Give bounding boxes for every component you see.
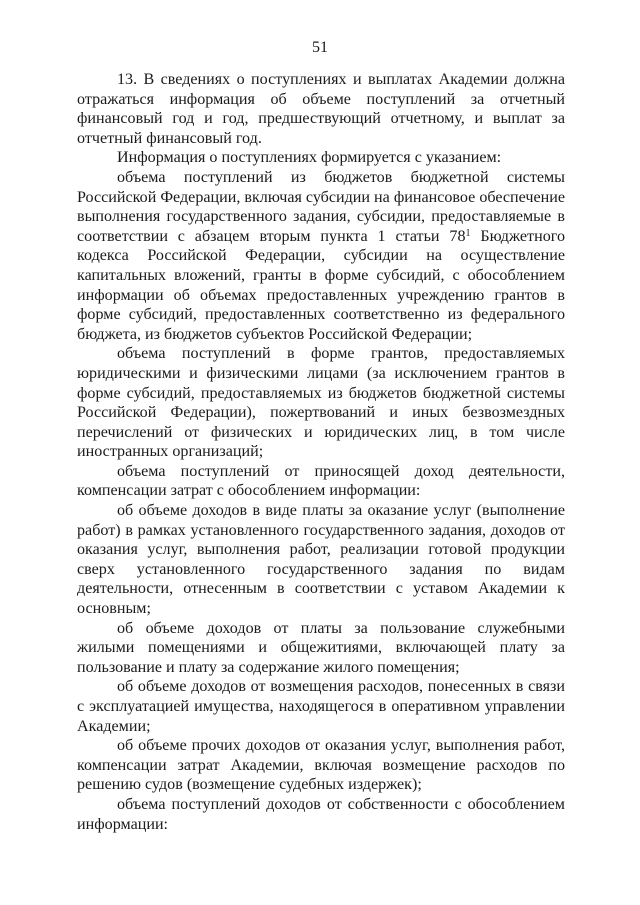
superscript-footnote: 1 xyxy=(465,227,471,239)
paragraph-service-fees: об объеме доходов в виде платы за оказание услуг (выполнение работ) в рамках установленного государственного задания, доходов от оказания услуг, выполнения работ, реализации готовой продукции сверх установленного государственного задания по видам деятельности, отнесенным в соответствии с уставом Академии к основным; xyxy=(77,502,565,618)
paragraph-other-income: об объеме прочих доходов от оказания услуг, выполнения работ, компенсации затрат Академии, включая возмещение расходов по решению судов (возмещение судебных издержек); xyxy=(77,737,565,794)
paragraph-income-info-intro: Информация о поступлениях формируется с указанием: xyxy=(117,149,502,167)
paragraph-budget-receipts xyxy=(77,168,565,344)
paragraph-budget-receipts-part-1: объема поступлений из бюджетов бюджетной системы Российской Федерации, включая субсидии на финансовое обеспечение выполнения государственного задания, субсидии, предоставляемые в соответствии с абзацем вторым пункта 1 статьи 78 xyxy=(77,168,566,245)
paragraph-property-income: объема поступлений доходов от собственности с обособлением информации: xyxy=(77,795,565,833)
page-number: 51 xyxy=(312,39,328,56)
paragraph-expense-reimbursement: об объеме доходов от возмещения расходов, понесенных в связи с эксплуатацией имущества, находящегося в оперативном управлении Академии; xyxy=(77,678,565,735)
paragraph-income-generating-activity: объема поступлений от приносящей доход деятельности, компенсации затрат с обособлением информации: xyxy=(77,462,565,500)
paragraph-item-13: 13. В сведениях о поступлениях и выплатах Академии должна отражаться информация об объеме поступлений за отчетный финансовый год и год, предшествующий отчетному, и выплат за отчетный финансовый год. xyxy=(77,71,565,147)
paragraph-housing-fees: об объеме доходов от платы за пользование служебными жилыми помещениями и общежитиями, включающей плату за пользование и плату за содержание жилого помещения; xyxy=(77,619,565,676)
document-body xyxy=(77,70,565,834)
paragraph-budget-receipts-part-2: Бюджетного кодекса Российской Федерации, субсидии на осуществление капитальных вложений, гранты в форме субсидий, с обособлением информации об объемах предоставленных учреждению грантов в форме субсидий, предоставленных соответственно из федерального бюджета, из бюджетов субъектов Российской Федерации; xyxy=(77,227,565,343)
paragraph-grants-donations: объема поступлений в форме грантов, предоставляемых юридическими и физическими лицами (за исключением грантов в форме субсидий, предоставляемых из бюджетов бюджетной системы Российской Федерации), пожертвований и иных безвозмездных перечислений от физических и юридических лиц, в том числе иностранных организаций; xyxy=(77,345,565,461)
